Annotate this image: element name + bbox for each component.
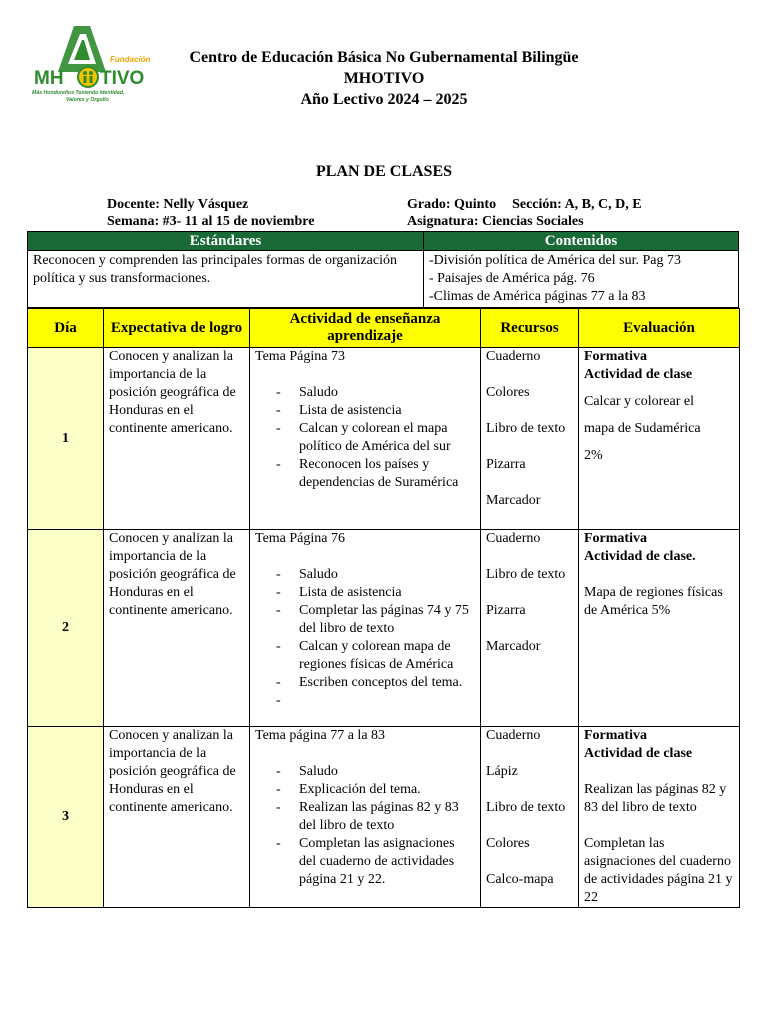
lesson-plan-table	[27, 308, 740, 908]
day-number: 1	[28, 348, 104, 530]
standard-text: Reconocen y comprenden las principales formas de organización política y sus transformaciones.	[28, 251, 424, 308]
list-item: - Calcan y colorean mapa de regiones físicas de América	[299, 638, 475, 674]
resource-item: Libro de texto	[486, 421, 566, 436]
plan-header-row	[28, 309, 740, 348]
eval-activity: Actividad de clase	[584, 746, 693, 761]
table-row	[28, 348, 740, 530]
eval-desc: 2%	[584, 448, 603, 463]
content-item: -División política de América del sur. Pag 73	[429, 253, 681, 268]
list-item: - Saludo	[299, 763, 475, 781]
day-number: 2	[28, 530, 104, 727]
list-item: - Explicación del tema.	[299, 781, 475, 799]
resource-item: Colores	[486, 836, 530, 851]
expectativa-cell: Conocen y analizan la importancia de la posición geográfica de Honduras en el continente americano.	[104, 530, 250, 727]
page-title: PLAN DE CLASES	[315, 163, 453, 180]
resource-item: Colores	[486, 385, 530, 400]
logo-foundation-text: Fundación	[110, 55, 151, 64]
standards-header: Estándares	[28, 232, 424, 251]
eval-type: Formativa	[584, 349, 647, 364]
eval-desc: Realizan las páginas 82 y 83 del libro de texto	[584, 782, 727, 815]
resource-item: Pizarra	[486, 457, 526, 472]
list-item: - Saludo	[299, 566, 475, 584]
grade-label: Grado: Quinto	[407, 197, 497, 212]
week-label: Semana: #3- 11 al 15 de noviembre	[107, 214, 315, 229]
expectativa-cell: Conocen y analizan la importancia de la posición geográfica de Honduras en el continente americano.	[104, 727, 250, 908]
school-year: Año Lectivo 2024 – 2025	[300, 91, 468, 108]
col-header-recursos: Recursos	[481, 309, 579, 348]
activity-cell	[250, 727, 481, 908]
eval-activity: Actividad de clase.	[584, 549, 696, 564]
tema-label: Tema página 77 a la 83	[255, 728, 386, 743]
eval-type: Formativa	[584, 728, 647, 743]
list-item	[299, 692, 475, 710]
list-item: - Realizan las páginas 82 y 83 del libro de texto	[299, 799, 475, 835]
meta-left	[107, 196, 314, 230]
resources-cell	[481, 348, 579, 530]
eval-desc: mapa de Sudamérica	[584, 421, 701, 436]
resources-cell	[481, 530, 579, 727]
school-brand: MHOTIVO	[343, 70, 425, 87]
school-name: Centro de Educación Básica No Gubernamental Bilingüe	[189, 49, 579, 66]
resource-item: Marcador	[486, 639, 541, 654]
activity-cell	[250, 348, 481, 530]
meta-right	[407, 196, 642, 230]
day-number: 3	[28, 727, 104, 908]
activity-list	[255, 384, 475, 492]
contents-list	[424, 251, 739, 308]
contents-header: Contenidos	[424, 232, 739, 251]
resource-item: Pizarra	[486, 603, 526, 618]
list-item: - Lista de asistencia	[299, 402, 475, 420]
logo-brand-left: MH	[34, 68, 64, 89]
content-item: - Paisajes de América pág. 76	[429, 271, 595, 286]
eval-desc: Calcar y colorear el	[584, 394, 694, 409]
logo-tagline-1: Más Hondureños Teniendo Identidad,	[32, 90, 125, 96]
logo-tagline-2: Valores y Orgullo	[66, 97, 109, 103]
standards-table	[27, 231, 739, 308]
resource-item: Libro de texto	[486, 800, 566, 815]
list-item: - Completar las páginas 74 y 75 del libro de texto	[299, 602, 475, 638]
list-item: - Escriben conceptos del tema.	[299, 674, 475, 692]
teacher-label: Docente: Nelly Vásquez	[107, 197, 249, 212]
tema-label: Tema Página 73	[255, 349, 345, 364]
subject-label: Asignatura: Ciencias Sociales	[407, 214, 584, 229]
logo-brand-right: TIVO	[100, 68, 145, 89]
table-row	[28, 727, 740, 908]
resources-cell	[481, 727, 579, 908]
list-item: - Calcan y colorean el mapa político de América del sur	[299, 420, 475, 456]
evaluation-cell	[579, 530, 740, 727]
content-item: -Climas de América páginas 77 a la 83	[429, 289, 646, 304]
school-header	[150, 47, 618, 110]
eval-activity: Actividad de clase	[584, 367, 693, 382]
mhotivo-logo	[30, 24, 158, 104]
list-item: - Reconocen los países y dependencias de Suramérica	[299, 456, 475, 492]
col-header-actividad: Actividad de enseñanza aprendizaje	[250, 309, 481, 348]
activity-list	[255, 763, 475, 889]
activity-cell	[250, 530, 481, 727]
tema-label: Tema Página 76	[255, 531, 345, 546]
evaluation-cell	[579, 727, 740, 908]
col-header-evaluacion: Evaluación	[579, 309, 740, 348]
col-header-expectativa: Expectativa de logro	[104, 309, 250, 348]
resource-item: Cuaderno	[486, 531, 541, 546]
section-label: Sección: A, B, C, D, E	[512, 197, 642, 212]
activity-list	[255, 566, 475, 710]
resource-item: Cuaderno	[486, 728, 541, 743]
resource-item: Libro de texto	[486, 567, 566, 582]
expectativa-cell: Conocen y analizan la importancia de la posición geográfica de Honduras en el continente americano.	[104, 348, 250, 530]
eval-desc: Mapa de regiones físicas de América 5%	[584, 585, 723, 618]
eval-type: Formativa	[584, 531, 647, 546]
eval-desc: Completan las asignaciones del cuaderno de actividades página 21 y 22	[584, 836, 733, 905]
list-item: - Completan las asignaciones del cuaderno de actividades página 21 y 22.	[299, 835, 475, 889]
grade-section-line	[407, 196, 642, 213]
list-item: - Saludo	[299, 384, 475, 402]
resource-item: Marcador	[486, 493, 541, 508]
list-item: - Lista de asistencia	[299, 584, 475, 602]
evaluation-cell	[579, 348, 740, 530]
col-header-dia: Día	[28, 309, 104, 348]
resource-item: Calco-mapa	[486, 872, 554, 887]
resource-item: Cuaderno	[486, 349, 541, 364]
resource-item: Lápiz	[486, 764, 518, 779]
table-row	[28, 530, 740, 727]
